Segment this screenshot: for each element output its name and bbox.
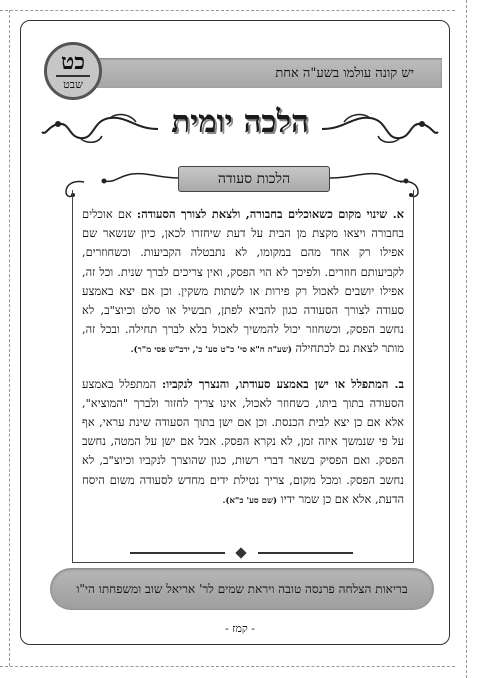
dedication-text: בריאות הצלחה פרנסה טובה ויראת שמים לר' אריאל שוב ומשפחתו הי"ו [76,582,408,596]
paragraph-b-body: המתפלל באמצע הסעודה בתוך ביתו, כשחוזר לאכול, אינו צריך לחזור ולברך "המוציא", אלא אם כן יצא לבית הכנסת. וכן אם ישן בתוך הסעודה שינת עראי, אף על פי שנמשך איזה זמן, לא נקרא הפסק. אבל אם ישן על המטה, נחשב הפסק. ואם הפסיק בשאר דברי רשות, כגון שהוצרך לנקביו וכיוצ"ב, לא נחשב הפסק. ומכל מקום, צריך נטילת ידים מחדש לסעודה משום היסח הדעת, אלא אם כן שמר ידיו [82,376,404,506]
paragraph-a [82,205,404,361]
section-title: הלכות סעודה [217,171,291,187]
halacha-text [82,205,404,511]
page-number: - קמז - [225,622,255,635]
section-header [178,166,330,192]
paragraph-a-body: אם אוכלים בחבורה ויצאו מקצת מן הבית על דעת שיחזרו לכאן, כיון שנשאר שם אפילו רק אחד מהם במקומו, לא נתבטלה הקביעות. וכשחוזרים, לקביעותם חוזרים. ולפיכך לא הוי הפסק, ואין צריכים לברך שנית. וכל זה, אפילו יושבים לאכול רק פירות או לשתות משקין. וכן אם יצא באמצע סעודה לצורך הסעודה כגון להביא לפתן, תבשיל או סלט וכיוצ"ב, לא נחשב הפסק, וכשחוזר יכול להמשיך לאכול בלא לברך תחילה. ובכל זה, מותר לצאת גם לכתחילה [82,207,404,356]
crop-line-right [466,0,467,678]
paragraph-a-heading: א. שינוי מקום כשאוכלים בחבורה, ולצאת לצורך הסעודה: [136,207,404,221]
crop-line-left [9,10,10,666]
top-banner [60,58,442,88]
banner-text: יש קונה עולמו בשע"ה אחת [275,66,414,81]
badge-day: שבט [63,78,83,91]
crop-line-bottom [0,666,455,667]
flourish-right-icon [320,110,440,148]
dedication-banner [50,568,434,610]
paragraph-b-source: (שם סע' כ"א). [222,495,278,506]
page-title: הלכה יומית [171,104,309,140]
paragraph-a-source: (שע"ה ח"א סי' כ"ט סע' כ', ידב"ש פסי מ"ר). [130,345,292,356]
badge-number: כט [60,49,86,75]
crop-line-top [0,10,455,11]
date-badge [44,42,102,100]
ribbon-tail-left-icon [98,171,180,185]
bottom-rule-left [130,552,225,554]
paragraph-b [82,375,404,511]
bottom-rule-right [258,552,353,554]
paragraph-b-heading: ב. המתפלל או ישן באמצע סעודתו, והנצרך לנקביו: [162,376,404,391]
flourish-left-icon [40,110,160,148]
